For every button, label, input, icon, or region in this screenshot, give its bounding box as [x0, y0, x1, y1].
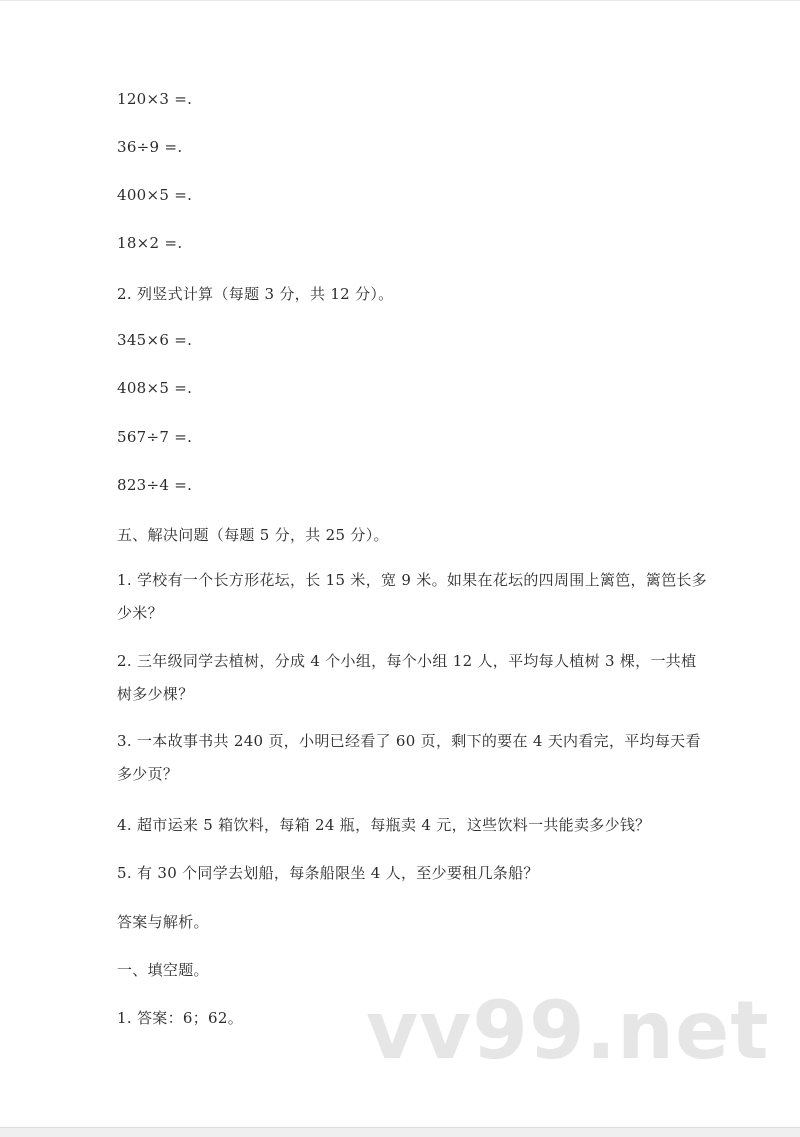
problem-4: 4. 超市运来 5 箱饮料，每箱 24 瓶，每瓶卖 4 元，这些饮料一共能卖多少钱？: [117, 816, 651, 834]
problem-3: 3. 一本故事书共 240 页，小明已经看了 60 页，剩下的要在 4 天内看完，平均每天看多少页？: [117, 732, 701, 783]
problem-5: 5. 有 30 个同学去划船，每条船限坐 4 人，至少要租几条船？: [117, 864, 539, 882]
section-heading-vertical-calc: 2. 列竖式计算（每题 3 分，共 12 分）。: [117, 285, 394, 303]
calc-line-6: 408×5 =.: [117, 379, 193, 397]
answers-section-heading: 一、填空题。: [117, 961, 209, 979]
page-bottom-edge: [0, 1127, 800, 1137]
watermark: vv99.net: [366, 984, 770, 1077]
calc-line-8: 823÷4 =.: [117, 476, 193, 494]
calc-line-4: 18×2 =.: [117, 234, 183, 252]
answers-heading: 答案与解析。: [117, 913, 209, 931]
calc-line-1: 120×3 =.: [117, 90, 193, 108]
calc-line-2: 36÷9 =.: [117, 138, 183, 156]
calc-line-5: 345×6 =.: [117, 331, 193, 349]
answer-line-1: 1. 答案：6；62。: [117, 1009, 244, 1027]
problem-2: 2. 三年级同学去植树，分成 4 个小组，每个小组 12 人，平均每人植树 3 棵，一共植树多少棵？: [117, 652, 697, 703]
calc-line-7: 567÷7 =.: [117, 428, 193, 446]
calc-line-3: 400×5 =.: [117, 186, 193, 204]
problem-1: 1. 学校有一个长方形花坛，长 15 米，宽 9 米。如果在花坛的四周围上篱笆，篱笆长多少米？: [117, 571, 707, 622]
section-heading-problems: 五、解决问题（每题 5 分，共 25 分）。: [117, 526, 389, 544]
